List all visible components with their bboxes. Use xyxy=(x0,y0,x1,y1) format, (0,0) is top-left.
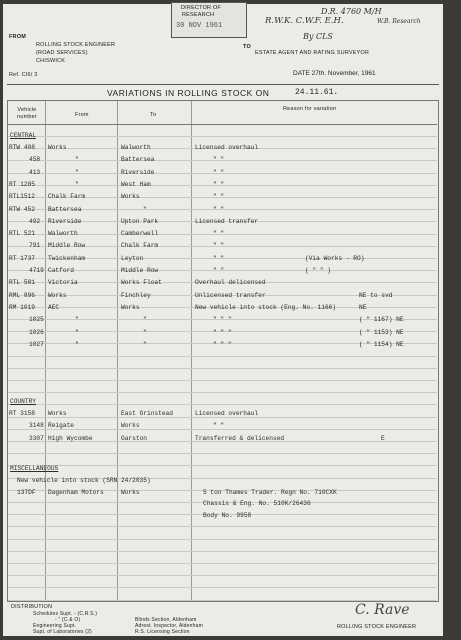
col-head-to: To xyxy=(150,112,157,118)
from-cell: Dagenham Motors xyxy=(48,488,104,496)
dist-mid-3: R.S. Licensing Section xyxy=(135,629,190,635)
reason-cell: " " xyxy=(213,230,225,238)
vehicle-number: 1025 xyxy=(29,316,44,324)
ruled-line xyxy=(8,563,437,564)
from-cell: " xyxy=(75,328,79,336)
from-cell: Works xyxy=(48,144,67,151)
title-date: 24.11.61. xyxy=(295,88,339,97)
signature-title: ROLLING STOCK ENGINEER xyxy=(337,624,417,630)
reason-cell: Licensed transfer xyxy=(195,217,259,225)
reason-extra: ( " " ) xyxy=(305,267,331,274)
to-cell: " xyxy=(143,328,147,336)
vehicle-number: RT 1285 xyxy=(9,180,35,188)
reason-cell: " " xyxy=(213,193,225,201)
from-cell: AEC xyxy=(48,303,60,311)
ruled-line xyxy=(8,575,437,576)
distribution-label: DISTRIBUTION xyxy=(11,604,53,610)
col-head-reason: Reason for variation xyxy=(283,106,337,112)
to-label: TO xyxy=(243,44,251,50)
from-line-1: ROLLING STOCK ENGINEER xyxy=(36,42,116,48)
vehicle-number: 137DF xyxy=(17,488,36,496)
from-cell: Middle Row xyxy=(48,242,86,250)
to-cell: Garston xyxy=(121,434,147,442)
handwritten-initials: R.W.K. C.W.F. E.H. xyxy=(265,16,344,26)
reason-cell: " " xyxy=(213,205,225,213)
ruled-line xyxy=(8,404,437,405)
reason-extra: NE xyxy=(359,303,367,311)
dist-left-2: - " (C & O) xyxy=(55,617,81,623)
stamp-date: 30 NOV 1961 xyxy=(176,22,223,30)
header-rule xyxy=(8,124,437,125)
from-cell: " xyxy=(75,156,79,164)
vehicle-number: RTL 521 xyxy=(9,230,35,238)
vehicle-number: RM 1019 xyxy=(9,303,35,311)
col-head-from: From xyxy=(75,112,89,118)
vehicle-number: RT 1737 xyxy=(9,254,35,262)
col-divider-2 xyxy=(117,101,118,600)
vehicle-number: RML 896 xyxy=(9,291,35,299)
document-date: DATE 27th. November, 1961 xyxy=(293,70,376,77)
handwritten-cls: By CLS xyxy=(303,32,333,41)
stamp-line2: RESEARCH xyxy=(182,12,215,18)
page-title: VARIATIONS IN ROLLING STOCK ON xyxy=(107,88,270,98)
to-cell: Chalk Farm xyxy=(121,242,159,250)
reason-cell: " " xyxy=(213,180,225,188)
from-line-3: CHISWICK xyxy=(36,58,66,64)
col-divider-3 xyxy=(191,101,192,600)
reason-cell: Overhaul delicensed xyxy=(195,279,266,287)
to-cell: Finchley xyxy=(121,291,151,299)
vehicle-number: 3307 xyxy=(29,434,44,442)
vehicle-number: 3148 xyxy=(29,422,44,430)
to-cell: East Grinstead xyxy=(121,410,173,417)
ruled-line xyxy=(8,465,437,466)
to-cell: Battersea xyxy=(121,156,155,164)
reason-extra: E xyxy=(381,434,385,442)
ruled-line xyxy=(8,356,437,357)
from-cell: " xyxy=(75,316,79,324)
to-cell: " xyxy=(143,316,147,324)
from-cell: High Wycombe xyxy=(48,434,93,442)
to-line: ESTATE AGENT AND RATING SURVEYOR xyxy=(255,50,370,56)
reason-cell: Unlicensed transfer xyxy=(195,291,266,299)
reason-extra: NE to svd xyxy=(359,291,393,299)
from-cell: Battersea xyxy=(48,205,82,213)
section-country: COUNTRY xyxy=(10,398,36,405)
reason-cell: " " xyxy=(213,156,225,164)
to-cell: Leyton xyxy=(121,254,144,262)
to-cell: Walworth xyxy=(121,144,151,151)
col-divider-1 xyxy=(45,101,46,600)
reason-cell: " " " xyxy=(213,340,232,348)
reference: Ref. CI6/ 3 xyxy=(9,72,38,78)
section-central: CENTRAL xyxy=(10,132,36,139)
handwritten-note: W.B. Research xyxy=(377,18,421,25)
document-sheet xyxy=(3,4,443,636)
received-stamp xyxy=(171,2,247,38)
to-cell: " xyxy=(143,340,147,348)
from-cell: Reigate xyxy=(48,422,74,430)
signature: C. Rave xyxy=(355,602,410,618)
from-cell: Riverside xyxy=(48,217,82,225)
to-cell: Works xyxy=(121,193,140,201)
from-cell: Chalk Farm xyxy=(48,193,86,201)
from-cell: Works xyxy=(48,410,67,417)
ruled-line xyxy=(8,453,437,454)
reason-extra: ( " 1167) NE xyxy=(359,316,404,324)
ruled-line xyxy=(8,539,437,540)
ruled-line xyxy=(8,551,437,552)
to-cell: " xyxy=(143,205,147,213)
ruled-line xyxy=(8,526,437,527)
reason-cell: " " xyxy=(213,422,225,430)
ruled-line xyxy=(8,600,437,601)
vehicle-number: RTL 581 xyxy=(9,279,35,287)
reason-extra: (Via Works - RO) xyxy=(305,254,365,262)
section-misc: MISCELLANEOUS xyxy=(10,465,59,472)
dist-mid-1: Blinds Section, Aldenham xyxy=(135,617,197,623)
from-label: FROM xyxy=(9,34,26,40)
to-cell: Middle Row xyxy=(121,267,159,274)
ruled-line xyxy=(8,587,437,588)
to-cell: Works xyxy=(121,422,140,430)
reason-cell: Licensed overhaul xyxy=(195,144,259,151)
to-cell: West Ham xyxy=(121,180,151,188)
col-head-vehicle: Vehicle number xyxy=(17,107,37,120)
vehicle-number: RTL1512 xyxy=(9,193,35,201)
vehicle-number: RTW 452 xyxy=(9,205,35,213)
reason-cell: " " xyxy=(213,267,225,274)
vehicle-number: 4719 xyxy=(29,267,44,274)
to-cell: Works xyxy=(121,303,140,311)
dist-left-4: Supt. of Laboratories (2) xyxy=(33,629,92,635)
vehicle-number: New vehicle into stock (SRN 24/2035) xyxy=(17,477,151,484)
reason-cell: New vehicle into stock (Eng. No. 1166) xyxy=(195,303,337,311)
ruled-line xyxy=(8,380,437,381)
from-cell: Works xyxy=(48,291,67,299)
from-line-2: (ROAD SERVICES) xyxy=(36,50,88,56)
from-cell: Twickenham xyxy=(48,254,86,262)
from-cell: " xyxy=(75,168,79,176)
to-cell: Works Float xyxy=(121,279,162,287)
from-cell: " xyxy=(75,340,79,348)
dist-left-1: Schedules Supt. - (C.R.S.) xyxy=(33,611,98,617)
ruled-line xyxy=(8,368,437,369)
reason-cell: Chassis & Eng. No. 510K/26436 xyxy=(203,500,311,507)
vehicle-number: 1026 xyxy=(29,328,44,336)
reason-cell: Transferred & delicensed xyxy=(195,434,285,442)
handwritten-ref: D.R. 4760 M/H xyxy=(321,7,382,16)
title-top-rule xyxy=(7,84,439,85)
vehicle-number: 458 xyxy=(29,156,41,164)
reason-extra: ( " 1153) NE xyxy=(359,328,404,336)
reason-cell: " " xyxy=(213,254,225,262)
vehicle-number: 492 xyxy=(29,217,41,225)
from-cell: " xyxy=(75,180,79,188)
reason-cell: 5 ton Thames Trader. Regn No. 710CXK xyxy=(203,488,337,496)
reason-cell: " " " xyxy=(213,328,232,336)
vehicle-number: RT 3158 xyxy=(9,410,35,417)
ruled-line xyxy=(8,136,437,137)
from-cell: Walworth xyxy=(48,230,78,238)
to-cell: Upton Park xyxy=(121,217,159,225)
dist-left-3: Engineering Supt. xyxy=(33,623,77,629)
reason-cell: " " " xyxy=(213,316,232,324)
from-cell: Victoria xyxy=(48,279,78,287)
dist-mid-2: Adrest. Inspector, Aldenham xyxy=(135,623,203,629)
reason-cell: " " xyxy=(213,242,225,250)
ruled-line xyxy=(8,392,437,393)
vehicle-number: 1027 xyxy=(29,340,44,348)
vehicle-number: RTW 408 xyxy=(9,144,35,151)
to-cell: Camberwell xyxy=(121,230,159,238)
from-cell: Catford xyxy=(48,267,74,274)
stamp-line1: DIRECTOR OF xyxy=(181,5,221,11)
reason-cell: Licensed overhaul xyxy=(195,410,259,417)
to-cell: Riverside xyxy=(121,168,155,176)
vehicle-number: 791 xyxy=(29,242,41,250)
to-cell: Works xyxy=(121,488,140,496)
reason-cell: " " xyxy=(213,168,225,176)
reason-cell: Body No. 9958 xyxy=(203,511,252,519)
reason-extra: ( " 1154) NE xyxy=(359,340,404,348)
vehicle-number: 413 xyxy=(29,168,41,176)
